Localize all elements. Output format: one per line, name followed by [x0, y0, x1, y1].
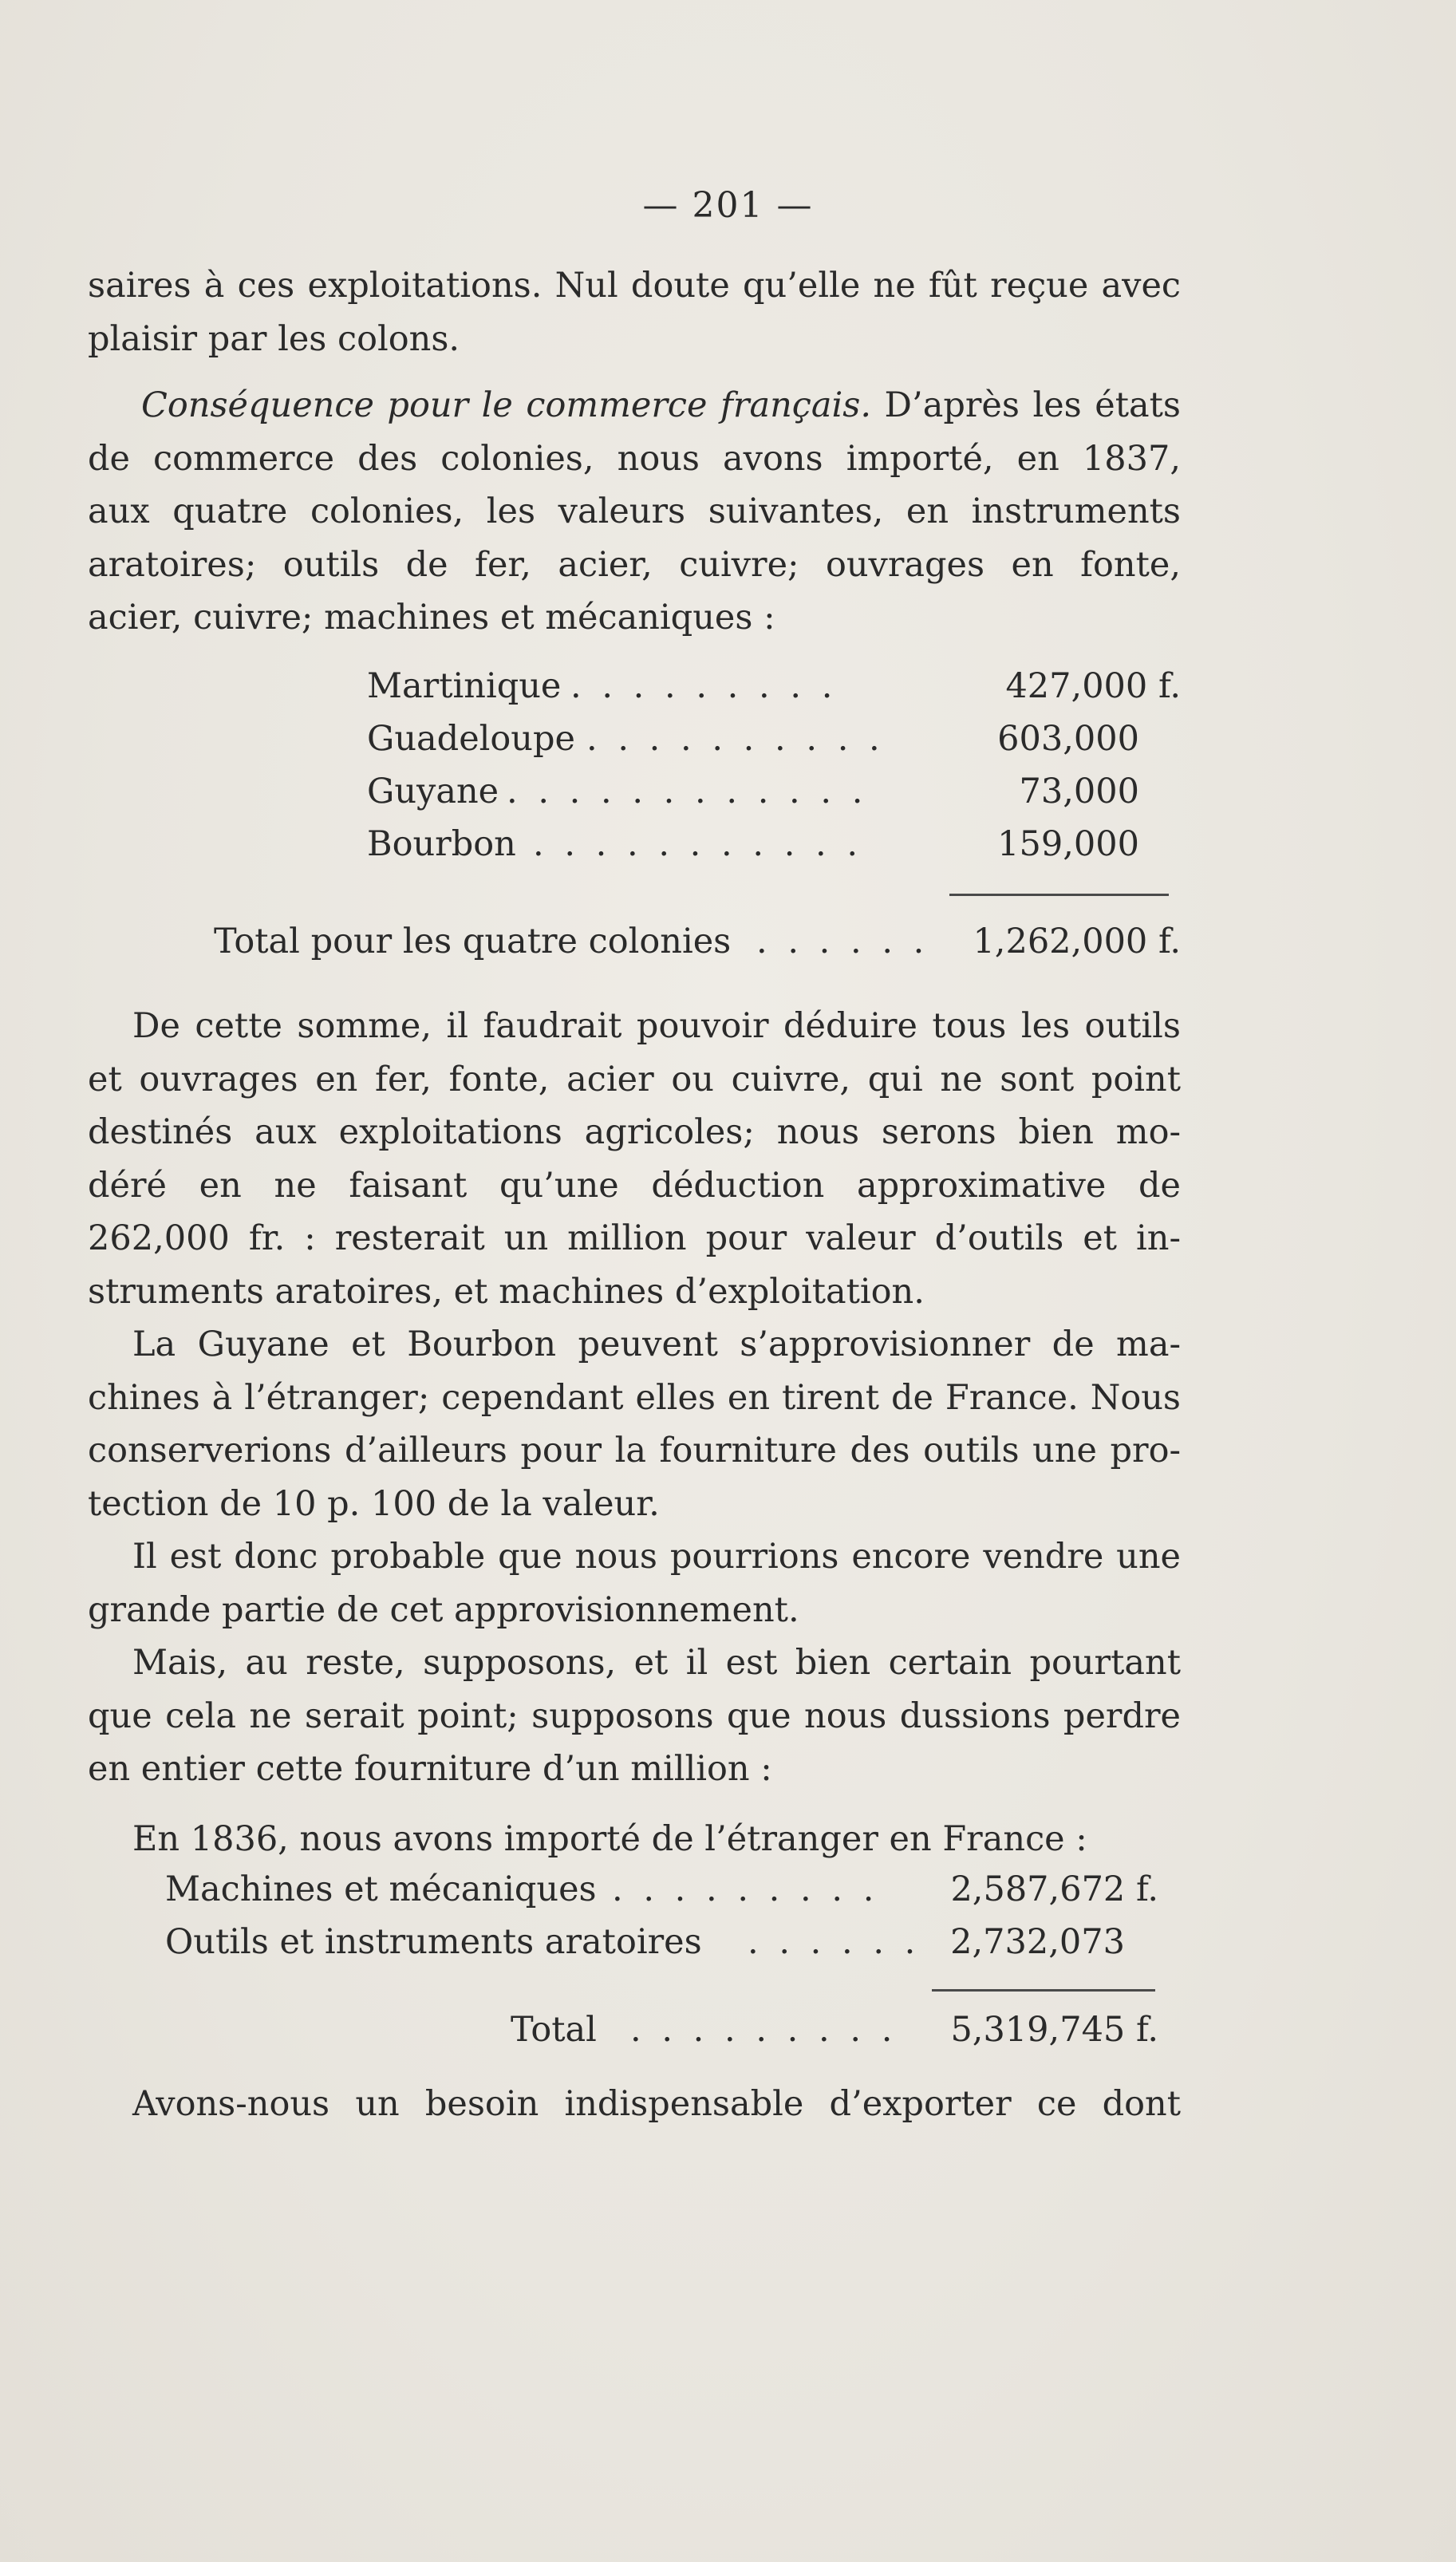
paragraph-1	[88, 259, 1181, 365]
text-span: D’après les états	[884, 385, 1181, 425]
total-row	[214, 922, 1181, 974]
paragraph-4	[88, 1318, 1181, 1530]
row-label: Bourbon	[367, 824, 516, 864]
text-line: chines à l’étranger; cependant elles en tirent de France. Nous	[88, 1377, 1181, 1418]
text-line: En 1836, nous avons importé de l’étranger en France :	[132, 1819, 1087, 1859]
text-line: saires à ces exploitations. Nul doute qu’elle ne fût reçue avec	[88, 266, 1181, 306]
paragraph-3	[88, 1000, 1181, 1318]
text-line: struments aratoires, et machines d’exploitation.	[88, 1271, 925, 1312]
table-row	[367, 719, 1139, 772]
row-label: Guadeloupe	[367, 719, 575, 759]
text-line: tection de 10 p. 100 de la valeur.	[88, 1483, 660, 1524]
section-heading: Conséquence pour le commerce français.	[141, 385, 871, 425]
paragraph-8	[88, 2078, 1181, 2131]
text-line: conserverions d’ailleurs pour la fourniture des outils une pro-	[88, 1431, 1181, 1470]
row-value: 2,587,672 f.	[950, 1869, 1158, 1909]
total-label: Total	[511, 2010, 597, 2050]
leader-dots: . . . . . . . . . . .	[533, 824, 863, 864]
text-line	[88, 379, 1181, 432]
row-value: 427,000 f.	[1005, 666, 1181, 706]
table-row	[367, 666, 1181, 719]
total-label: Total pour les quatre colonies	[214, 922, 732, 961]
row-value: 159,000	[997, 824, 1139, 864]
table-row	[367, 772, 1139, 824]
text-line: de commerce des colonies, nous avons importé, en 1837,	[88, 438, 1181, 479]
leader-dots: . . . . . . . . .	[570, 666, 838, 706]
total-value: 5,319,745 f.	[950, 2010, 1158, 2050]
row-label: Outils et instruments aratoires	[165, 1922, 702, 1962]
colonies-table	[0, 666, 1456, 969]
sum-rule	[949, 894, 1169, 896]
text-line: acier, cuivre; machines et mécaniques :	[88, 598, 775, 638]
text-line: aratoires; outils de fer, acier, cuivre; ouvrages en fonte,	[88, 544, 1181, 585]
text-line: et ouvrages en fer, fonte, acier ou cuivre, qui ne sont point	[88, 1059, 1181, 1099]
text-line: La Guyane et Bourbon peuvent s’approvisionner de ma-	[132, 1324, 1181, 1364]
row-value: 2,732,073	[950, 1922, 1125, 1962]
sum-rule	[932, 1989, 1155, 1992]
text-line: destinés aux exploitations agricoles; nous serons bien mo-	[88, 1112, 1181, 1152]
text-line: en entier cette fourniture d’un million :	[88, 1749, 772, 1789]
paragraph-2	[88, 379, 1181, 645]
row-label: Martinique	[367, 666, 562, 706]
total-value: 1,262,000 f.	[973, 922, 1181, 961]
leader-dots: . . . . . . . . . .	[586, 719, 885, 759]
row-value: 603,000	[997, 719, 1139, 759]
total-row	[511, 2010, 1158, 2063]
text-line: que cela ne serait point; supposons que nous dussions perdre	[88, 1695, 1181, 1736]
row-label: Guyane	[367, 772, 499, 811]
row-label: Machines et mécaniques	[165, 1869, 597, 1909]
leader-dots: . . . . . . . . .	[630, 2010, 898, 2050]
text-line: 262,000 fr. : resterait un million pour valeur d’outils et in-	[88, 1218, 1181, 1258]
text-line: déré en ne faisant qu’une déduction approximative de	[88, 1165, 1181, 1206]
paragraph-6	[88, 1636, 1181, 1796]
paragraph-7	[88, 1813, 1181, 1866]
table-row	[367, 824, 1139, 877]
leader-dots: . . . . . . . . .	[612, 1869, 879, 1909]
leader-dots: . . . . . .	[748, 1922, 921, 1962]
text-line: De cette somme, il faudrait pouvoir déduire tous les outils	[132, 1006, 1181, 1046]
text-line: Avons-nous un besoin indispensable d’exporter ce dont	[132, 2084, 1181, 2124]
table-row	[165, 1869, 1158, 1922]
row-value: 73,000	[1019, 772, 1139, 811]
text-line: Il est donc probable que nous pourrions encore vendre une	[132, 1537, 1181, 1577]
text-line: grande partie de cet approvisionnement.	[88, 1589, 799, 1630]
paragraph-5	[88, 1530, 1181, 1636]
text-line: plaisir par les colons.	[88, 318, 460, 359]
text-line: Mais, au reste, supposons, et il est bien certain pourtant	[132, 1643, 1181, 1683]
page-number: — 201 —	[642, 185, 814, 226]
leader-dots: . . . . . .	[756, 922, 929, 961]
leader-dots: . . . . . . . . . . . .	[507, 772, 868, 811]
table-row	[165, 1922, 1125, 1975]
text-line: aux quatre colonies, les valeurs suivantes, en instruments	[88, 491, 1181, 531]
imports-table	[0, 1869, 1456, 2069]
